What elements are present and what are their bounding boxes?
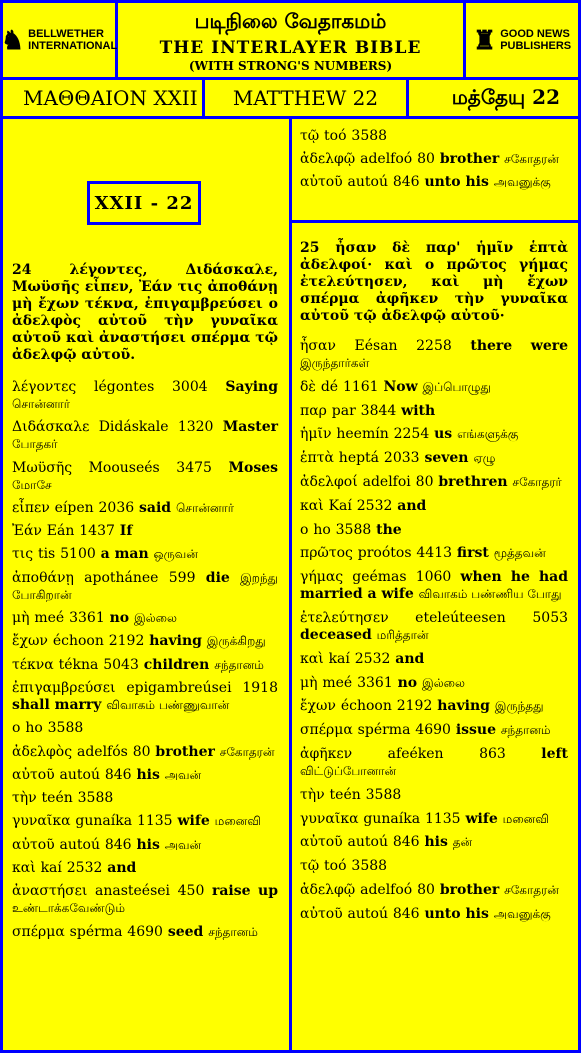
transliteration: autoú [347,905,388,922]
strongs-number: 3588 [47,720,84,737]
transliteration: Moouseés [88,459,160,476]
strongs-number: 2532 [356,497,393,514]
english-gloss: wife [177,813,210,830]
reference-tamil-text: மத்தேயு 22 [451,84,560,109]
greek-word: τῷ [300,128,320,144]
tamil-gloss: சகோதரன் [504,152,559,166]
greek-word: ἔχων [12,633,48,650]
greek-word: αὐτοῦ [300,834,343,851]
transliteration: Eán [46,523,75,540]
word-entry [12,657,278,674]
word-entry [300,675,568,692]
greek-word: σπέρμα [300,722,353,739]
tamil-gloss: இல்லை [422,675,465,690]
word-entry [12,767,278,784]
english-gloss: a man [100,546,149,563]
english-gloss: and [397,497,427,514]
english-gloss: die [205,569,230,586]
strongs-number: 846 [392,905,420,922]
english-gloss: children [143,656,210,673]
transliteration: adelfoi [362,473,411,490]
greek-word: εἶπεν [12,499,50,516]
english-gloss: us [434,426,453,443]
word-entry [12,546,278,563]
figure-icon: ♜ [472,25,497,55]
word-entry [300,403,568,420]
tamil-gloss: இருந்தது [494,699,544,714]
strongs-number: 80 [417,151,435,167]
strongs-number: 3588 [335,521,372,538]
strongs-number: 4413 [416,545,453,562]
reference-english [205,80,406,116]
strongs-number: 4690 [127,923,163,940]
word-entry [12,610,278,627]
word-entry [300,569,568,603]
transliteration: adelfoó [360,151,413,167]
english-gloss: deceased [300,626,372,643]
tamil-gloss: உண்டாக்கவேண்டும் [12,901,125,916]
strongs-number: 2254 [393,426,430,443]
transliteration: eípen [54,499,94,516]
strongs-number: 3361 [357,674,393,691]
tamil-gloss: சொன்னார் [12,397,71,411]
greek-word: Μωϋσῆς [12,459,73,476]
word-entry [300,450,568,467]
word-entry [12,460,278,494]
word-entry [300,811,568,828]
greek-word: ἀποθάνῃ [12,569,74,586]
greek-word: δὲ [300,378,316,395]
greek-word: τις [12,546,34,563]
transliteration: meé [34,610,65,627]
word-entry [300,545,568,562]
tamil-gloss: ஒருவன் [153,547,198,562]
transliteration: gunaíka [363,810,421,827]
transliteration: kaí [40,860,62,877]
english-gloss: with [401,402,436,419]
transliteration: eteleúteesen [415,609,506,626]
strongs-number: 1437 [79,523,115,540]
transliteration: autoú [59,766,100,783]
transliteration: gunaíka [75,813,133,830]
word-entry [300,698,568,715]
word-entry [12,924,278,941]
english-gloss: unto his [424,174,489,190]
strongs-number: 1161 [342,378,379,395]
transliteration: dé [320,378,339,395]
strongs-number: 2258 [416,338,452,354]
strongs-number: 1320 [177,419,214,436]
word-entry [12,500,278,517]
strongs-number: 846 [104,766,132,783]
tamil-gloss: சகோதரன் [219,744,275,759]
word-entry [12,419,278,453]
word-entry [300,151,568,168]
english-gloss: said [139,499,172,516]
strongs-number: 1060 [415,569,452,586]
strongs-number: 450 [177,883,205,900]
good-news-logo [466,3,578,77]
greek-word: καὶ [12,860,36,877]
greek-word: ἡμῖν [300,426,332,443]
word-entry [300,379,568,396]
strongs-number: 3588 [77,790,114,807]
greek-word: τὴν [300,786,325,803]
transliteration: geémas [352,569,407,586]
strongs-number: 5100 [60,546,96,563]
transliteration: epigambreúsei [126,679,232,696]
transliteration: échoon [52,633,104,650]
strongs-number: 863 [479,745,506,762]
english-gloss: unto his [424,905,489,922]
transliteration: meé [322,674,353,691]
strongs-number: 2036 [98,499,135,516]
word-entry [12,744,278,761]
transliteration: adelfós [76,743,128,760]
english-gloss: Moses [228,459,278,476]
transliteration: heptá [338,450,380,467]
tamil-gloss: இல்லை [134,611,177,626]
tamil-gloss: இருக்கிறது [206,634,266,649]
english-gloss: and [395,650,425,667]
title-banner [118,3,463,77]
greek-word: τῷ [300,858,320,875]
tamil-gloss: விவாகம் பண்ணுவான் [106,697,230,712]
greek-word: ἀδελφῷ [300,151,356,167]
left-logo-line1: BELLWETHER [28,28,104,40]
word-entry [300,522,568,539]
transliteration: heemín [336,426,389,443]
word-entry [300,906,568,923]
word-entry [300,474,568,491]
greek-word: λέγοντες [12,379,77,395]
title-subtitle: (WITH STRONG'S NUMBERS) [188,59,393,73]
english-gloss: brother [439,151,500,167]
tamil-gloss: சந்தானம் [214,657,264,672]
strongs-number: 1135 [136,813,173,830]
left-entry-list [12,379,278,947]
english-gloss: brother [155,743,215,760]
greek-word: αὐτοῦ [12,766,55,783]
english-gloss: brother [439,881,500,898]
transliteration: échoon [340,698,392,715]
transliteration: Didáskale [98,419,169,436]
english-gloss: having [437,698,490,715]
greek-word: Ἐάν [12,523,42,540]
greek-word: ἑπτὰ [300,450,334,467]
english-gloss: issue [455,722,496,739]
transliteration: spérma [357,722,411,739]
strongs-number: 846 [104,836,132,853]
word-entry [300,746,568,780]
strongs-number: 846 [392,834,420,851]
strongs-number: 3361 [69,610,105,627]
tamil-gloss: சந்தானம் [208,924,258,939]
greek-word: ο [12,720,21,737]
english-gloss: no [109,610,130,627]
english-gloss: the [376,521,402,538]
greek-word: ἀδελφοί [300,473,358,490]
english-gloss: having [149,633,202,650]
tamil-gloss: ஏழு [473,451,496,466]
strongs-number: 3475 [176,459,212,476]
transliteration: teén [41,790,73,807]
reference-english-text: MATTHEW 22 [232,86,379,110]
greek-word: ἐπιγαμβρεύσει [12,679,116,696]
greek-word: καὶ [300,497,324,514]
word-entry [300,498,568,515]
english-gloss: his [136,836,160,853]
tamil-gloss: இருந்தார்கள் [300,356,370,370]
right-logo-line1: GOOD NEWS [500,28,570,40]
tamil-gloss: சொன்னார் [175,500,235,515]
title-english: THE INTERLAYER BIBLE [159,38,422,58]
transliteration: afeéken [387,745,444,762]
word-entry [300,882,568,899]
greek-word: πρῶτος [300,545,353,562]
tamil-gloss: மனைவி [502,811,549,826]
greek-word: καὶ [300,650,324,667]
strongs-number: 2192 [396,698,433,715]
greek-word: γυναῖκα [12,813,71,830]
tamil-gloss: எங்களுக்கு [457,427,519,442]
word-entry [12,860,278,877]
transliteration: légontes [94,379,155,395]
greek-word: ἐτελεύτησεν [300,609,389,626]
strongs-number: 2192 [108,633,145,650]
transliteration: toó [324,128,347,144]
english-gloss: raise up [211,883,279,900]
title-tamil: படிநிலை வேதாகமம் [194,9,387,33]
transliteration: kaí [328,650,350,667]
greek-word: αὐτοῦ [12,836,55,853]
transliteration: Kaí [328,497,352,514]
english-gloss: Master [222,419,278,436]
greek-word: παρ [300,402,327,419]
greek-word: ἔχων [300,698,336,715]
reference-tamil [409,80,578,116]
strongs-number: 3844 [360,402,397,419]
greek-word: αὐτοῦ [300,174,343,190]
strongs-number: 3588 [351,128,388,144]
tamil-gloss: சகோதரர் [512,474,562,489]
tamil-gloss: இப்பொழுது [422,379,491,394]
strongs-number: 2532 [354,650,391,667]
word-entry [12,680,278,714]
english-gloss: when he had married a wife [300,569,569,603]
word-entry [300,426,568,443]
verse-24-text: 24 λέγοντες, Διδάσκαλε, Μωϋσῆς εἶπεν, Ἐάν τις ἀποθάνῃ μὴ ἔχων τέκνα, ἐπιγαμβρεύσει ο ἀδελφὸς αὐτοῦ τὴν γυναῖκα αὐτοῦ καὶ ἀναστήσει σπέρμα τῷ ἀδελφῷ αὐτοῦ. [12,262,278,363]
transliteration: Eésan [354,338,398,354]
english-gloss: first [456,545,489,562]
strongs-number: 5053 [532,609,569,626]
tamil-gloss: விவாகம் பண்ணிய போது [418,587,562,602]
reference-greek-text: ΜΑΘΘΑΙΟΝ XXII [23,86,198,110]
tamil-gloss: சந்தானம் [500,723,551,738]
strongs-number: 1918 [242,679,278,696]
word-entry [300,128,568,145]
tamil-gloss: அவன் [164,767,202,782]
word-entry [300,174,568,191]
strongs-number: 2532 [66,860,103,877]
english-gloss: Saying [225,379,278,395]
tamil-gloss: மோசே [12,477,52,492]
word-entry [12,883,278,917]
greek-word: σπέρμα [12,923,65,940]
verse-25-text: 25 ἦσαν δὲ παρ' ἡμῖν ἑπτὰ ἀδελφοί· καὶ ο πρῶτος γήμας ἐτελεύτησεν, καὶ μὴ ἔχων σπέρμα ἀφῆκεν τὴν γυναῖκα αὐτοῦ τῷ ἀδελφῷ αὐτοῦ· [300,240,568,324]
transliteration: adelfoó [360,881,413,898]
transliteration: autoú [347,834,388,851]
word-entry [300,834,568,851]
word-entry [300,610,568,644]
word-entry [300,722,568,739]
word-entry [12,379,278,413]
tamil-gloss: மனைவி [214,814,261,829]
strongs-number: 5043 [103,656,139,673]
greek-word: γήμας [300,569,344,586]
transliteration: toó [324,858,347,875]
right-entry-list [300,338,568,930]
english-gloss: shall marry [12,696,102,713]
tamil-gloss: சகோதரன் [504,882,559,897]
word-entry [300,787,568,804]
tamil-gloss: அவனுக்கு [493,906,551,921]
transliteration: teén [329,786,361,803]
strongs-number: 3588 [365,786,402,803]
left-logo-line2: INTERNATIONAL [28,40,118,52]
english-gloss: brethren [438,473,508,490]
transliteration: apothánee [84,569,159,586]
greek-word: γυναῖκα [300,810,359,827]
english-gloss: no [397,674,418,691]
english-gloss: there were [470,338,569,354]
transliteration: tis [37,546,56,563]
strongs-number: 3004 [172,379,208,395]
english-gloss: wife [465,810,498,827]
word-entry [300,858,568,875]
english-gloss: seed [167,923,204,940]
tamil-gloss: மூத்தவன் [493,546,546,561]
chapter-label: XXII - 22 [87,181,201,225]
transliteration: ho [25,720,43,737]
transliteration: proótos [357,545,412,562]
word-entry [12,790,278,807]
right-logo-line2: PUBLISHERS [500,40,572,52]
right-top-entry-list [300,128,568,197]
greek-word: ἀδελφῷ [300,881,356,898]
word-entry [12,523,278,540]
greek-word: τέκνα [12,656,54,673]
strongs-number: 80 [132,743,151,760]
strongs-number: 80 [417,881,435,898]
english-gloss: his [136,766,160,783]
greek-word: ἀδελφὸς [12,743,73,760]
greek-word: τὴν [12,790,37,807]
transliteration: par [331,402,356,419]
greek-word: μὴ [300,674,318,691]
greek-word: μὴ [12,610,30,627]
word-entry [12,570,278,604]
english-gloss: left [541,745,569,762]
english-gloss: and [107,860,137,877]
transliteration: anasteései [95,883,171,900]
tamil-gloss: இறந்து போகிறான் [12,570,279,602]
tamil-gloss: தன் [452,835,473,850]
greek-word: ο [300,521,309,538]
greek-word: αὐτοῦ [300,905,343,922]
strongs-number: 3588 [351,858,388,875]
greek-word: ἀφῆκεν [300,745,353,762]
transliteration: spérma [69,923,123,940]
tamil-gloss: போதகர் [12,437,58,452]
english-gloss: If [119,523,133,540]
strongs-number: 80 [415,473,434,490]
figure-icon: ♞ [0,25,25,55]
word-entry [12,813,278,830]
tamil-gloss: அவன் [164,837,202,852]
word-entry [300,338,568,372]
word-entry [12,633,278,650]
greek-word: Διδάσκαλε [12,419,90,436]
english-gloss: Now [383,378,418,395]
english-gloss: his [424,834,448,851]
strongs-number: 2033 [383,450,420,467]
strongs-number: 846 [392,174,420,190]
tamil-gloss: விட்டுப்போனான் [300,763,397,778]
greek-word: ἦσαν [300,338,336,354]
bellwether-logo [0,3,118,77]
greek-word: ἀναστήσει [12,883,88,900]
transliteration: tékna [58,656,99,673]
tamil-gloss: அவனுக்கு [493,175,551,189]
word-entry [12,720,278,737]
strongs-number: 599 [168,569,196,586]
tamil-gloss: மரித்தான் [376,627,429,642]
reference-greek [3,80,202,116]
word-entry [300,651,568,668]
transliteration: ho [313,521,331,538]
strongs-number: 1135 [424,810,461,827]
strongs-number: 4690 [415,722,451,739]
transliteration: autoú [347,174,388,190]
transliteration: autoú [59,836,100,853]
word-entry [12,837,278,854]
english-gloss: seven [424,450,469,467]
